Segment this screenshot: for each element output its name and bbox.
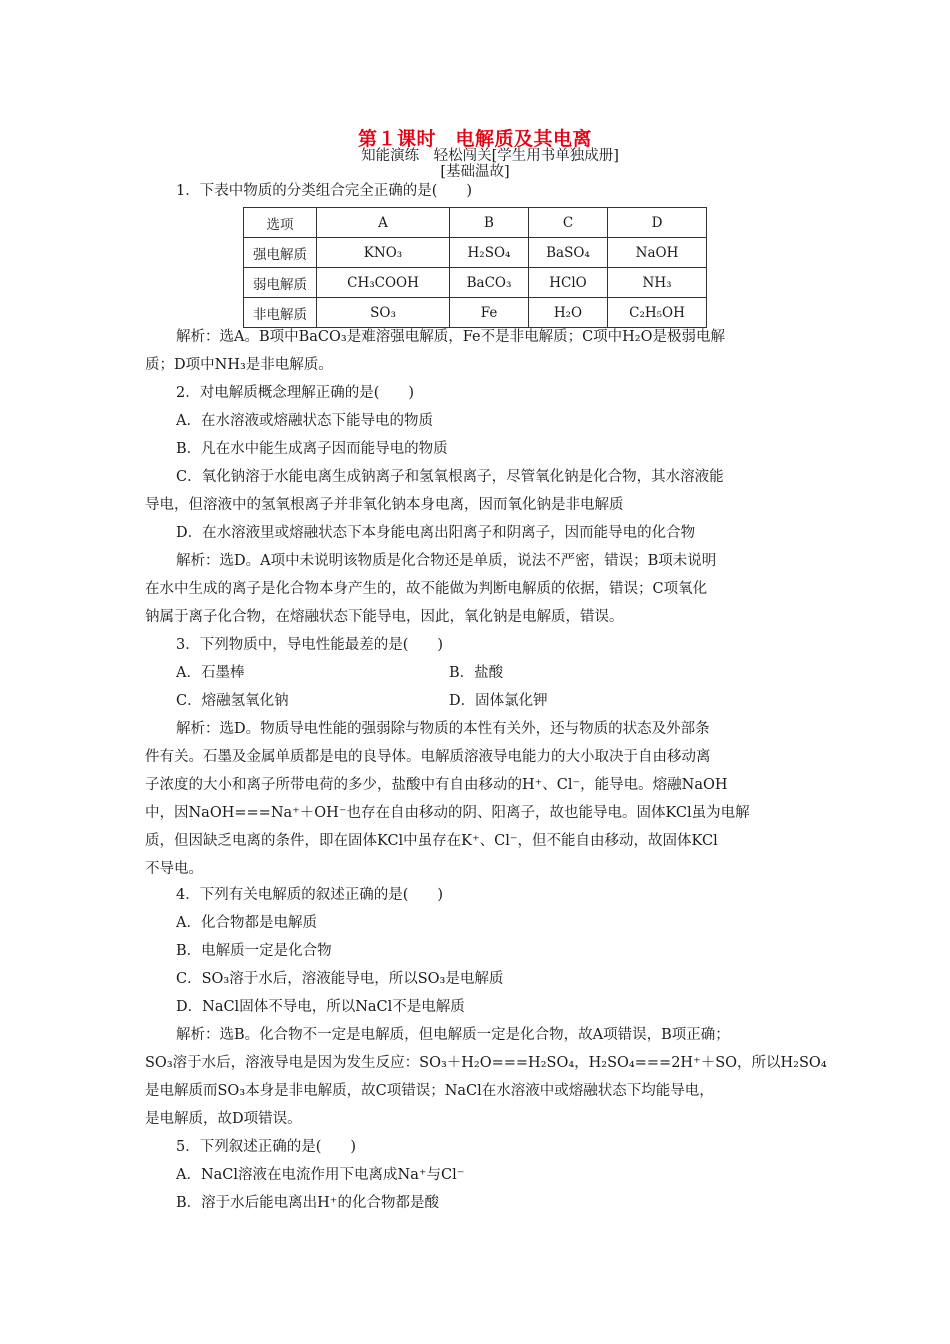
question-4-analysis: 解析：选B。化合物不一定是电解质，但电解质一定是化合物，故A项错误，B项正确；: [176, 1027, 730, 1043]
table-cell: NaOH: [608, 238, 707, 268]
question-3-option-b: B．盐酸: [449, 665, 504, 681]
question-4-option-d: D．NaCl固体不导电，所以NaCl不是电解质: [176, 999, 465, 1015]
table-cell: SO₃: [317, 298, 450, 328]
question-1-analysis: 解析：选A。B项中BaCO₃是难溶强电解质，Fe不是非电解质；C项中H₂O是极弱电解: [176, 329, 726, 345]
question-2-analysis: 在水中生成的离子是化合物本身产生的，故不能做为判断电解质的依据，错误；C项氧化: [145, 581, 708, 597]
table-cell: H₂SO₄: [450, 238, 529, 268]
question-4-analysis: 是电解质而SO₃本身是非电解质，故C项错误；NaCl在水溶液中或熔融状态下均能导电，: [145, 1083, 714, 1099]
lesson-subtitle: 知能演练 轻松闯关[学生用书单独成册]: [361, 148, 619, 164]
table-cell: 强电解质: [244, 238, 317, 268]
table-cell: 非电解质: [244, 298, 317, 328]
question-5-stem: 5．下列叙述正确的是( ): [176, 1139, 357, 1155]
question-2-analysis: 解析：选D。A项中未说明该物质是化合物还是单质，说法不严密，错误；B项未说明: [176, 553, 717, 569]
question-3-analysis: 不导电。: [145, 861, 203, 877]
question-4-option-a: A．化合物都是电解质: [176, 915, 317, 931]
table-cell: KNO₃: [317, 238, 450, 268]
table-cell: HClO: [529, 268, 608, 298]
question-5-option-b: B．溶于水后能电离出H⁺的化合物都是酸: [176, 1195, 439, 1211]
question-4-analysis: SO₃溶于水后，溶液导电是因为发生反应：SO₃＋H₂O===H₂SO₄，H₂SO₄===2H⁺＋SO，所以H₂SO₄: [145, 1055, 827, 1071]
table-cell: NH₃: [608, 268, 707, 298]
table-cell: A: [317, 208, 450, 238]
table-cell: CH₃COOH: [317, 268, 450, 298]
question-3-option-c: C．熔融氢氧化钠: [176, 693, 289, 709]
question-2-option-c: C．氧化钠溶于水能电离生成钠离子和氢氧根离子，尽管氧化钠是化合物，其水溶液能: [176, 469, 724, 485]
table-cell: H₂O: [529, 298, 608, 328]
table-cell: 弱电解质: [244, 268, 317, 298]
question-1-analysis: 质；D项中NH₃是非电解质。: [145, 357, 333, 373]
question-2-option-d: D．在水溶液里或熔融状态下本身能电离出阳离子和阴离子，因而能导电的化合物: [176, 525, 696, 541]
question-3-analysis: 中，因NaOH===Na⁺＋OH⁻也存在自由移动的阴、阳离子，故也能导电。固体KCl虽为电解: [145, 805, 750, 821]
table-header-row: [244, 208, 707, 238]
table-cell: C: [529, 208, 608, 238]
table-cell: 选项: [244, 208, 317, 238]
question-3-analysis: 件有关。石墨及金属单质都是电的良导体。电解质溶液导电能力的大小取决于自由移动离: [145, 749, 711, 765]
lesson-title: 第１课时 电解质及其电离: [357, 128, 592, 150]
section-heading: [基础温故]: [440, 164, 510, 180]
table-row: [244, 298, 707, 328]
question-2-stem: 2．对电解质概念理解正确的是( ): [176, 385, 415, 401]
question-4-option-c: C．SO₃溶于水后，溶液能导电，所以SO₃是电解质: [176, 971, 504, 987]
question-4-stem: 4．下列有关电解质的叙述正确的是( ): [176, 887, 444, 903]
table-cell: D: [608, 208, 707, 238]
table-cell: BaCO₃: [450, 268, 529, 298]
table-cell: B: [450, 208, 529, 238]
question-2-analysis: 钠属于离子化合物，在熔融状态下能导电，因此，氧化钠是电解质，错误。: [145, 609, 624, 625]
question-3-analysis: 解析：选D。物质导电性能的强弱除与物质的本性有关外，还与物质的状态及外部条: [176, 721, 710, 737]
question-2-option-c-cont: 导电，但溶液中的氢氧根离子并非氧化钠本身电离，因而氧化钠是非电解质: [145, 497, 624, 513]
question-1-stem: 1．下表中物质的分类组合完全正确的是( ): [176, 183, 473, 199]
question-3-option-a: A．石墨棒: [176, 665, 245, 681]
question-4-analysis: 是电解质，故D项错误。: [145, 1111, 302, 1127]
question-2-option-a: A．在水溶液或熔融状态下能导电的物质: [176, 413, 433, 429]
table-cell: BaSO₄: [529, 238, 608, 268]
question-2-option-b: B．凡在水中能生成离子因而能导电的物质: [176, 441, 448, 457]
question-3-stem: 3．下列物质中，导电性能最差的是( ): [176, 637, 444, 653]
question-4-option-b: B．电解质一定是化合物: [176, 943, 332, 959]
table-cell: C₂H₅OH: [608, 298, 707, 328]
table-row: [244, 268, 707, 298]
table-row: [244, 238, 707, 268]
classification-table: [243, 207, 707, 328]
table-cell: Fe: [450, 298, 529, 328]
question-3-analysis: 质，但因缺乏电离的条件，即在固体KCl中虽存在K⁺、Cl⁻，但不能自由移动，故固体KCl: [145, 833, 718, 849]
question-3-option-d: D．固体氯化钾: [449, 693, 548, 709]
question-5-option-a: A．NaCl溶液在电流作用下电离成Na⁺与Cl⁻: [176, 1167, 465, 1183]
question-3-analysis: 子浓度的大小和离子所带电荷的多少，盐酸中有自由移动的H⁺、Cl⁻，能导电。熔融NaOH: [145, 777, 728, 793]
